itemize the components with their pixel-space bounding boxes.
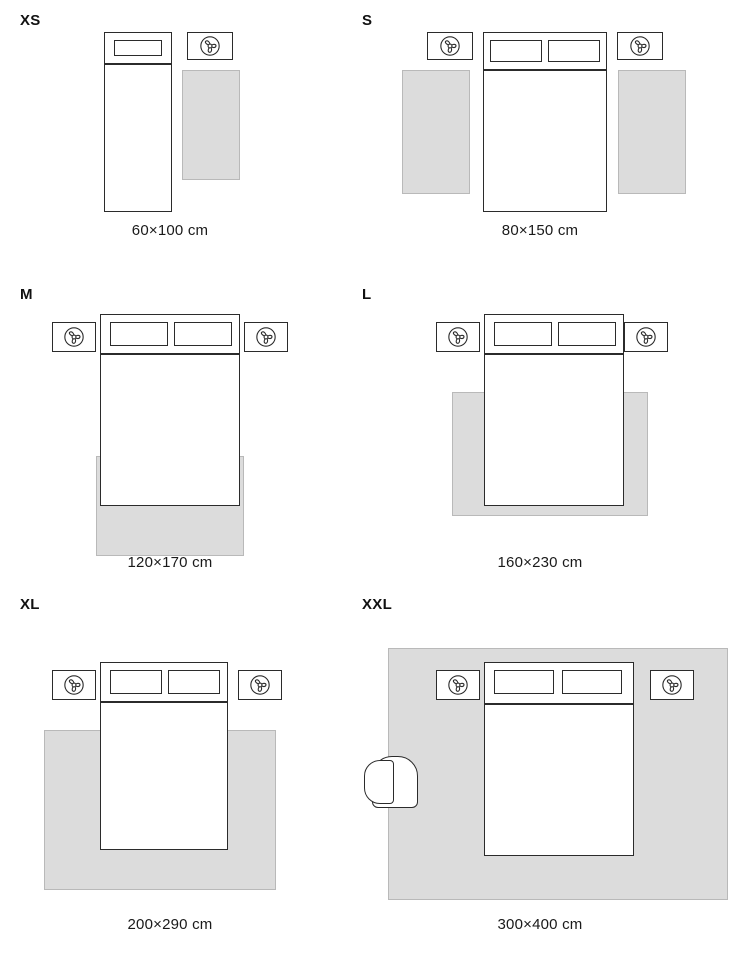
nightstand	[436, 322, 480, 352]
rug-shape	[618, 70, 686, 194]
lamp-icon	[63, 674, 85, 696]
chair-icon	[364, 756, 428, 812]
bed	[100, 354, 240, 506]
lamp-icon	[635, 326, 657, 348]
size-cell-s	[340, 0, 740, 256]
lamp-icon	[199, 35, 221, 57]
size-label-l: L	[362, 286, 372, 303]
bed	[483, 70, 607, 212]
pillow	[548, 40, 600, 62]
pillow	[558, 322, 616, 346]
nightstand	[52, 670, 96, 700]
pillow	[494, 322, 552, 346]
nightstand	[427, 32, 473, 60]
dimensions-label-xxl: 300×400 cm	[497, 916, 583, 933]
size-cell-l	[340, 276, 740, 588]
pillow	[494, 670, 554, 694]
rug-shape	[402, 70, 470, 194]
lamp-icon	[629, 35, 651, 57]
bed	[100, 702, 228, 850]
size-label-xxl: XXL	[362, 596, 393, 613]
bed	[104, 64, 172, 212]
pillow	[114, 40, 162, 56]
dimensions-label-xs: 60×100 cm	[131, 222, 209, 239]
nightstand	[617, 32, 663, 60]
size-label-xl: XL	[20, 596, 40, 613]
nightstand	[52, 322, 96, 352]
diagram-stage-xs	[0, 22, 340, 202]
pillow	[490, 40, 542, 62]
size-label-s: S	[362, 12, 373, 29]
chair-back	[364, 760, 394, 804]
pillow	[168, 670, 220, 694]
lamp-icon	[661, 674, 683, 696]
pillow	[110, 670, 162, 694]
diagram-stage-xl	[0, 644, 340, 904]
size-cell-xxl	[340, 588, 740, 960]
diagram-stage-l	[340, 296, 740, 536]
bed	[484, 704, 634, 856]
rug-shape	[182, 70, 240, 180]
lamp-icon	[439, 35, 461, 57]
size-label-xs: XS	[20, 12, 41, 29]
dimensions-label-xl: 200×290 cm	[127, 916, 213, 933]
dimensions-label-s: 80×150 cm	[501, 222, 579, 239]
nightstand	[244, 322, 288, 352]
nightstand	[187, 32, 233, 60]
size-cell-xl	[0, 588, 340, 960]
size-cell-m	[0, 276, 340, 588]
diagram-stage-s	[340, 22, 740, 202]
size-cell-xs	[0, 0, 340, 256]
lamp-icon	[63, 326, 85, 348]
lamp-icon	[447, 326, 469, 348]
nightstand	[436, 670, 480, 700]
pillow	[174, 322, 232, 346]
nightstand	[650, 670, 694, 700]
lamp-icon	[447, 674, 469, 696]
size-label-m: M	[20, 286, 33, 303]
pillow	[110, 322, 168, 346]
pillow	[562, 670, 622, 694]
nightstand	[238, 670, 282, 700]
diagram-stage-m	[0, 296, 340, 536]
dimensions-label-l: 160×230 cm	[497, 554, 583, 571]
nightstand	[624, 322, 668, 352]
lamp-icon	[249, 674, 271, 696]
lamp-icon	[255, 326, 277, 348]
bed	[484, 354, 624, 506]
diagram-stage-xxl	[340, 644, 740, 904]
dimensions-label-m: 120×170 cm	[127, 554, 213, 571]
